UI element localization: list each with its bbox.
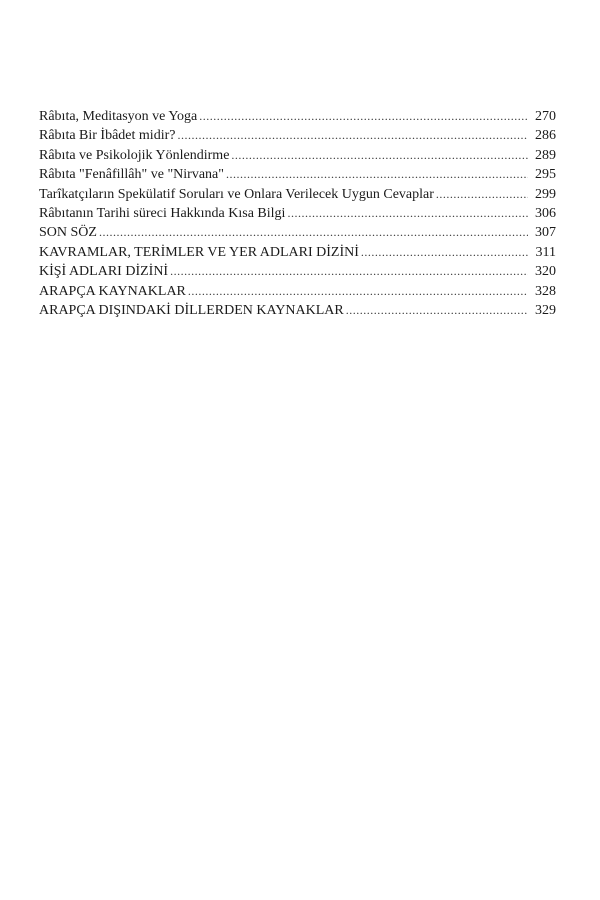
toc-entry [39,262,556,281]
toc-dot-leader [361,243,528,262]
toc-entry-title: ARAPÇA KAYNAKLAR [39,283,186,299]
toc-entry-page: 286 [535,128,556,144]
toc-entry-page: 307 [535,225,556,241]
toc-dot-leader [170,262,528,281]
toc-entry-page: 328 [535,283,556,299]
toc-entry-page: 270 [535,109,556,124]
toc-entry-title: Râbıtanın Tarihi süreci Hakkında Kısa Bilgi [39,205,286,221]
toc-dot-leader [188,282,528,301]
toc-dot-leader [99,223,528,242]
toc-entry-title: SON SÖZ [39,225,97,241]
toc-entry-page: 295 [535,167,556,183]
toc-entry [39,282,556,301]
toc-dot-leader [231,146,528,165]
toc-entry [39,301,556,320]
toc-dot-leader [436,185,528,204]
toc-entry-page: 320 [535,264,556,280]
toc-entry-page: 311 [535,244,556,260]
toc-entry-page: 329 [535,302,556,318]
toc-entry [39,165,556,184]
toc-entry [39,223,556,242]
toc-entry-title: KAVRAMLAR, TERİMLER VE YER ADLARI DİZİNİ [39,244,359,260]
toc-entry-title: Râbıta "Fenâfillâh" ve "Nirvana" [39,167,224,183]
toc-entry-title: Tarîkatçıların Spekülatif Soruları ve Onlara Verilecek Uygun Cevaplar [39,186,434,202]
toc-entry-page: 306 [535,205,556,221]
toc-entry [39,185,556,204]
toc-entry-title: Râbıta Bir İbâdet midir? [39,128,176,144]
toc-entry-page: 299 [535,186,556,202]
toc-entry [39,204,556,223]
toc-dot-leader [199,107,528,126]
toc-entry [39,146,556,165]
toc-entry [39,126,556,145]
toc-entry-page: 289 [535,147,556,163]
toc-entry-title: Râbıta ve Psikolojik Yönlendirme [39,147,230,163]
toc-dot-leader [177,126,528,145]
toc-entry-title: ARAPÇA DIŞINDAKİ DİLLERDEN KAYNAKLAR [39,302,344,318]
toc-dot-leader [226,165,528,184]
toc-entry-title: Râbıta, Meditasyon ve Yoga [39,109,198,124]
toc-dot-leader [287,204,528,223]
toc-entry [39,243,556,262]
toc-entry-title: KİŞİ ADLARI DİZİNİ [39,264,169,280]
toc-dot-leader [346,301,528,320]
toc-entry [39,107,556,126]
table-of-contents [39,107,556,320]
